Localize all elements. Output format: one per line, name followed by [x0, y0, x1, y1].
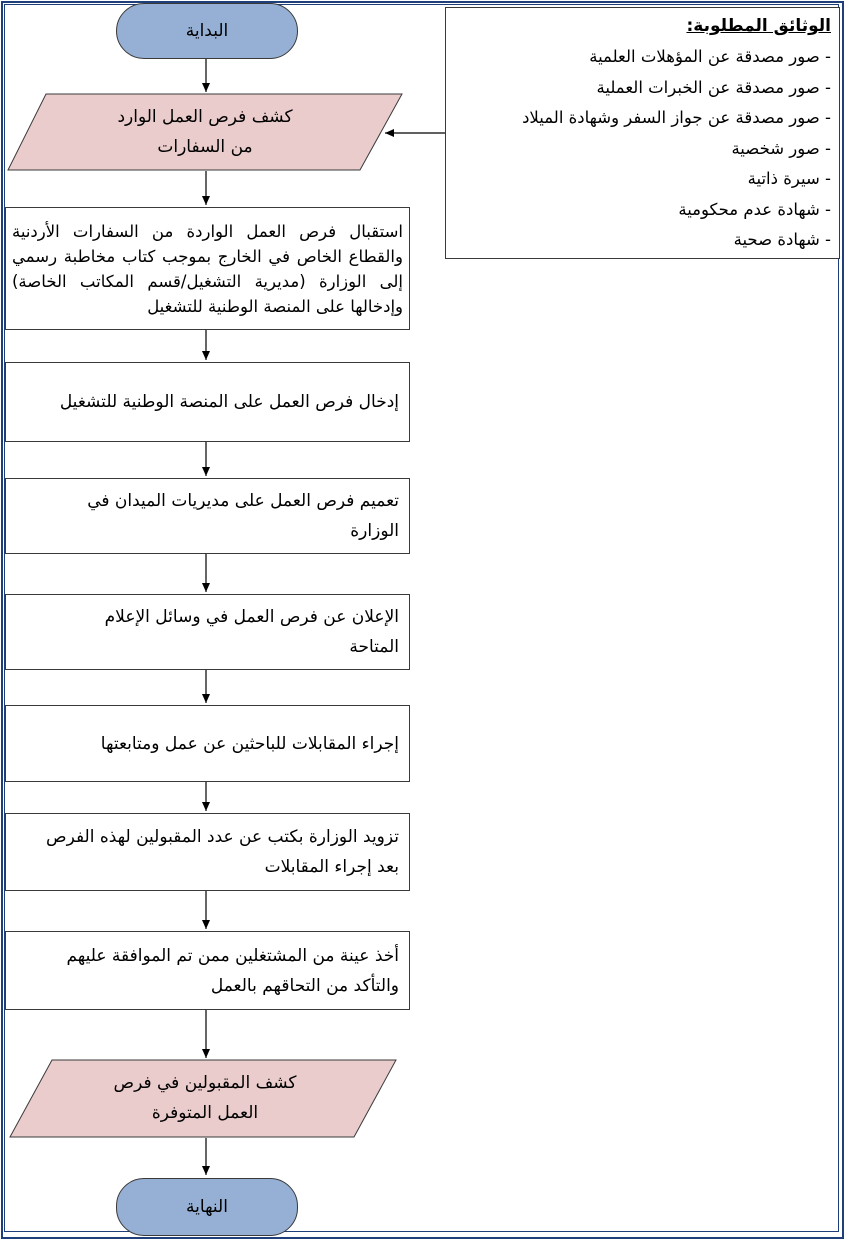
step-receive-opportunities — [5, 207, 410, 330]
step-1-text: استقبال فرص العمل الواردة من السفارات الأردنية والقطاع الخاص في الخارج بموجب كتاب مخاطبة رسمي إلى الوزارة (مديرية التشغيل/قسم المكاتب الخاصة) وإدخالها على المنصة الوطنية للتشغيل — [12, 221, 403, 316]
step-circulate-directorates — [5, 478, 410, 554]
document-item: - شهادة صحية — [733, 230, 831, 249]
document-item: - صور مصدقة عن المؤهلات العلمية — [589, 47, 831, 66]
step-3-text: تعميم فرص العمل على مديريات الميدان في الوزارة — [87, 491, 399, 541]
step-enter-platform — [5, 362, 410, 442]
step-2-text: إدخال فرص العمل على المنصة الوطنية للتشغيل — [59, 392, 399, 412]
output-document-line-2: العمل المتوفرة — [151, 1103, 259, 1123]
document-item: - صور شخصية — [731, 138, 831, 158]
step-announce-media — [5, 594, 410, 670]
step-7-text: أخذ عينة من المشتغلين ممن تم الموافقة عليهم والتأكد من التحاقهم بالعمل — [66, 945, 399, 996]
end-terminal — [116, 1178, 298, 1236]
output-document — [40, 1064, 370, 1132]
end-label: النهاية — [186, 1197, 228, 1217]
document-item: - صور مصدقة عن جواز السفر وشهادة الميلاد — [522, 108, 831, 127]
input-document-line-2: من السفارات — [157, 137, 253, 157]
start-terminal — [116, 3, 298, 59]
step-conduct-interviews — [5, 705, 410, 782]
input-document-line-1: كشف فرص العمل الوارد — [117, 107, 293, 127]
input-document — [40, 98, 370, 166]
start-label: البداية — [185, 21, 229, 41]
document-item: - سيرة ذاتية — [747, 169, 831, 188]
output-document-line-1: كشف المقبولين في فرص — [113, 1073, 297, 1093]
step-6-text: تزويد الوزارة بكتب عن عدد المقبولين لهذه الفرص بعد إجراء المقابلات — [46, 827, 399, 877]
step-sample-verification — [5, 931, 410, 1010]
step-report-accepted — [5, 813, 410, 891]
step-5-text: إجراء المقابلات للباحثين عن عمل ومتابعتها — [100, 733, 399, 754]
document-item: - شهادة عدم محكومية — [678, 199, 831, 219]
required-documents-box — [445, 7, 840, 259]
step-4-text: الإعلان عن فرص العمل في وسائل الإعلام المتاحة — [104, 607, 399, 657]
document-item: - صور مصدقة عن الخبرات العملية — [596, 77, 831, 97]
required-documents-title: الوثائق المطلوبة: — [686, 16, 831, 36]
